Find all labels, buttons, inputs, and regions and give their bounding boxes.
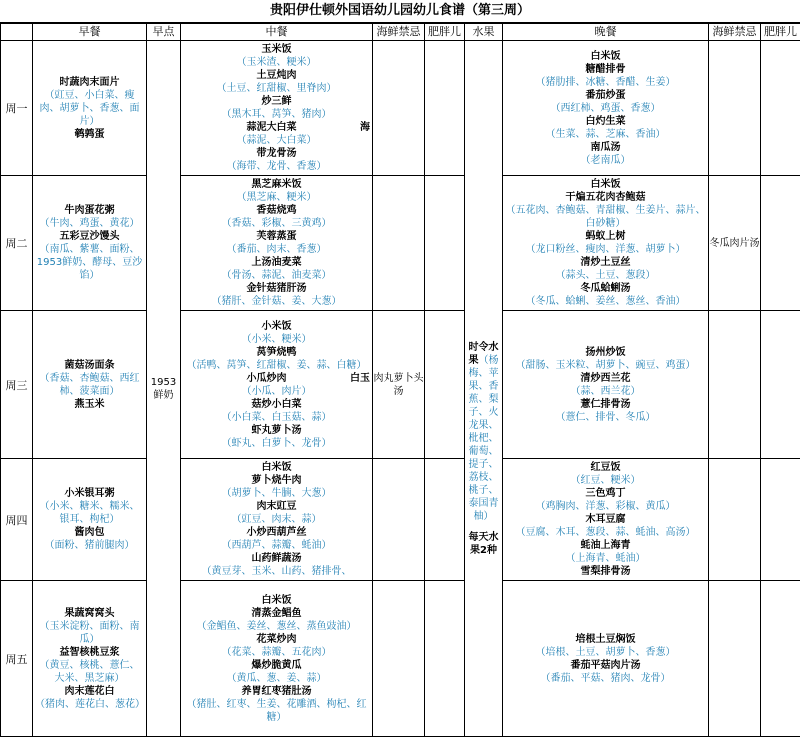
breakfast-cell bbox=[33, 176, 147, 311]
dish-name: 肉末莲花白 bbox=[35, 685, 144, 698]
header-seafood: 海鲜禁忌 bbox=[373, 24, 425, 41]
dish-name: 小瓜炒肉 bbox=[247, 372, 287, 385]
lunch-cell-content bbox=[181, 318, 372, 452]
dish-ingredients: （香菇、杏鲍菇、西红柿、菠菜面） bbox=[35, 372, 144, 398]
day-label: 周三 bbox=[1, 311, 33, 459]
dish-ingredients: （猪肉、莲花白、葱花） bbox=[35, 698, 144, 711]
dish-name: 三色鸡丁 bbox=[505, 487, 706, 500]
dish-name: 白米饭 bbox=[183, 461, 370, 474]
dish-ingredients: （老南瓜） bbox=[505, 154, 706, 167]
snack-cell: 1953鲜奶 bbox=[147, 41, 181, 737]
seafood-dinner-cell bbox=[709, 581, 761, 737]
breakfast-cell-content bbox=[33, 74, 146, 143]
dish-name: 牛肉蛋花粥 bbox=[35, 204, 144, 217]
seafood-lunch-cell bbox=[373, 459, 425, 581]
dish-row bbox=[183, 372, 370, 385]
obese-dinner-cell bbox=[761, 459, 800, 581]
dinner-cell-content bbox=[503, 631, 708, 687]
dish-name: 雪梨排骨汤 bbox=[505, 565, 706, 578]
dish-ingredients: （鸡胸肉、洋葱、彩椒、黄瓜） bbox=[505, 500, 706, 513]
header-obese-dinner: 肥胖儿 bbox=[761, 24, 800, 41]
dish-ingredients: （蒜泥、大白菜） bbox=[183, 134, 370, 147]
day-label: 周四 bbox=[1, 459, 33, 581]
dish-name: 果蔬窝窝头 bbox=[35, 607, 144, 620]
dish-ingredients: （胡萝卜、牛腩、大葱） bbox=[183, 487, 370, 500]
dish-name: 番茄炒蛋 bbox=[505, 89, 706, 102]
header-fruit: 水果 bbox=[465, 24, 503, 41]
dish-name: 上汤油麦菜 bbox=[183, 256, 370, 269]
dish-ingredients: （猪肋排、冰糖、香醋、生姜） bbox=[505, 76, 706, 89]
breakfast-cell bbox=[33, 459, 147, 581]
day-row bbox=[1, 581, 800, 737]
dish-ingredients: （小瓜、肉片） bbox=[183, 385, 370, 398]
dish-name: 清炒土豆丝 bbox=[505, 256, 706, 269]
dish-name: 玉米饭 bbox=[183, 43, 370, 56]
breakfast-cell bbox=[33, 581, 147, 737]
seafood-lunch-cell bbox=[373, 176, 425, 311]
obese-lunch-cell bbox=[425, 459, 465, 581]
dish-ingredients: （黄豆、核桃、薏仁、大米、黑芝麻） bbox=[35, 659, 144, 685]
dish-name: 薏仁排骨汤 bbox=[505, 398, 706, 411]
fruit-name: 时令水果 bbox=[469, 342, 499, 366]
dish-name: 蚂蚁上树 bbox=[505, 230, 706, 243]
seafood-dinner-cell bbox=[709, 311, 761, 459]
dish-ingredients: （番茄、平菇、猪肉、龙骨） bbox=[505, 672, 706, 685]
dish-ingredients: （龙口粉丝、瘦肉、洋葱、胡萝卜） bbox=[505, 243, 706, 256]
seafood-lunch-cell bbox=[373, 41, 425, 176]
dish-ingredients: （甜肠、玉米粒、胡萝卜、豌豆、鸡蛋） bbox=[505, 359, 706, 372]
dish-name: 木耳豆腐 bbox=[505, 513, 706, 526]
seafood-lunch-cell bbox=[373, 581, 425, 737]
dish-ingredients: （豆腐、木耳、葱段、蒜、蚝油、高汤） bbox=[505, 526, 706, 539]
day-row bbox=[1, 41, 800, 176]
dish-ingredients: （冬瓜、蛤蜊、姜丝、葱丝、香油） bbox=[505, 295, 706, 308]
fruit-note: 每天水果2种 bbox=[467, 531, 500, 557]
fruit-cell bbox=[465, 41, 503, 737]
dinner-cell bbox=[503, 581, 709, 737]
dish-name: 糖醋排骨 bbox=[505, 63, 706, 76]
dish-ingredients: （猪肝、金针菇、姜、大葱） bbox=[183, 295, 370, 308]
dish-name: 花菜炒肉 bbox=[183, 633, 370, 646]
dish-ingredients: （南瓜、紫薯、面粉、1953鲜奶、酵母、豆沙馅） bbox=[35, 243, 144, 282]
lunch-cell-content bbox=[181, 41, 372, 175]
dish-ingredients: （小米、糖米、糯米、银耳、枸杞） bbox=[35, 500, 144, 526]
dish-name: 黑芝麻米饭 bbox=[183, 178, 370, 191]
dish-ingredients: （土豆、红甜椒、里脊肉） bbox=[183, 82, 370, 95]
dish-name: 干煸五花肉杏鲍菇 bbox=[505, 191, 706, 204]
obese-dinner-cell bbox=[761, 311, 800, 459]
dish-ingredients: （五花肉、杏鲍菇、青甜椒、生姜片、蒜片、白砂糖） bbox=[505, 204, 706, 230]
dish-side-note: 白玉 bbox=[350, 372, 370, 385]
dish-ingredients: （西葫芦、蒜瓣、蚝油） bbox=[183, 539, 370, 552]
header-seafood-dinner: 海鲜禁忌 bbox=[709, 24, 761, 41]
breakfast-cell-content bbox=[33, 202, 146, 284]
dish-name: 益智核桃豆浆 bbox=[35, 646, 144, 659]
day-row bbox=[1, 459, 800, 581]
dinner-cell bbox=[503, 311, 709, 459]
dish-ingredients: （骨汤、蒜泥、油麦菜） bbox=[183, 269, 370, 282]
header-snack: 早点 bbox=[147, 24, 181, 41]
obese-lunch-cell bbox=[425, 176, 465, 311]
dish-ingredients: （小白菜、白玉菇、蒜） bbox=[183, 411, 370, 424]
dish-ingredients: （红豆、粳米） bbox=[505, 474, 706, 487]
dish-name: 清炒西兰花 bbox=[505, 372, 706, 385]
dish-ingredients: （金鲳鱼、姜丝、葱丝、蒸鱼豉油） bbox=[183, 620, 370, 633]
dish-row bbox=[183, 121, 370, 134]
dish-name: 山药鲜蔬汤 bbox=[183, 552, 370, 565]
header-row bbox=[1, 24, 800, 41]
day-row bbox=[1, 176, 800, 311]
lunch-cell-content bbox=[181, 459, 372, 580]
dish-name: 白灼生菜 bbox=[505, 115, 706, 128]
dish-ingredients: （猪肚、红枣、生姜、花雕酒、枸杞、红糖） bbox=[183, 698, 370, 724]
breakfast-cell-content bbox=[33, 357, 146, 413]
dish-name: 酱肉包 bbox=[35, 526, 144, 539]
dish-ingredients: （薏仁、排骨、冬瓜） bbox=[505, 411, 706, 424]
dish-name: 小米饭 bbox=[183, 320, 370, 333]
obese-dinner-cell bbox=[761, 176, 800, 311]
dish-name: 小米银耳粥 bbox=[35, 487, 144, 500]
day-label: 周一 bbox=[1, 41, 33, 176]
dish-name: 香菇烧鸡 bbox=[183, 204, 370, 217]
dish-ingredients: （蒜头、土豆、葱段） bbox=[505, 269, 706, 282]
dish-ingredients: （培根、土豆、胡萝卜、香葱） bbox=[505, 646, 706, 659]
dish-ingredients: （面粉、猪前腿肉） bbox=[35, 539, 144, 552]
dish-ingredients: （香菇、彩椒、三黄鸡） bbox=[183, 217, 370, 230]
dish-ingredients: （番茄、肉末、香葱） bbox=[183, 243, 370, 256]
dish-name: 时蔬肉末面片 bbox=[35, 76, 144, 89]
dish-ingredients: （海带、龙骨、香葱） bbox=[183, 160, 370, 173]
dinner-cell-content bbox=[503, 176, 708, 310]
dish-name: 肉末豇豆 bbox=[183, 500, 370, 513]
dish-name: 白米饭 bbox=[505, 50, 706, 63]
obese-dinner-cell bbox=[761, 581, 800, 737]
seafood-dinner-cell bbox=[709, 459, 761, 581]
dish-name: 炒三鲜 bbox=[183, 95, 370, 108]
dish-ingredients: （豇豆、小白菜、瘦肉、胡萝卜、香葱、面片） bbox=[35, 89, 144, 128]
dinner-cell bbox=[503, 176, 709, 311]
dinner-cell-content bbox=[503, 48, 708, 169]
dish-name: 爆炒脆黄瓜 bbox=[183, 659, 370, 672]
dish-name: 清蒸金鲳鱼 bbox=[183, 607, 370, 620]
header-corner bbox=[1, 24, 33, 41]
dish-name: 蒜泥大白菜 bbox=[247, 121, 297, 134]
lunch-cell bbox=[181, 581, 373, 737]
dish-name: 培根土豆焖饭 bbox=[505, 633, 706, 646]
fruit-items: （杨梅、苹果、香蕉、梨子、火龙果、枇杷、葡萄、提子、荔枝、桃子、泰国青柚） bbox=[469, 355, 499, 522]
day-label: 周五 bbox=[1, 581, 33, 737]
dish-ingredients: （小米、粳米） bbox=[183, 333, 370, 346]
seafood-dinner-cell bbox=[709, 41, 761, 176]
dish-name: 小炒西葫芦丝 bbox=[183, 526, 370, 539]
obese-lunch-cell bbox=[425, 581, 465, 737]
day-label: 周二 bbox=[1, 176, 33, 311]
lunch-cell bbox=[181, 311, 373, 459]
lunch-cell bbox=[181, 41, 373, 176]
dinner-cell-content bbox=[503, 344, 708, 426]
dish-name: 带龙骨汤 bbox=[183, 147, 370, 160]
dish-name: 番茄平菇肉片汤 bbox=[505, 659, 706, 672]
dish-name: 土豆炖肉 bbox=[183, 69, 370, 82]
dish-ingredients: （玉米淀粉、面粉、南瓜） bbox=[35, 620, 144, 646]
breakfast-cell bbox=[33, 311, 147, 459]
dish-name: 白米饭 bbox=[183, 594, 370, 607]
dish-ingredients: （虾丸、白萝卜、龙骨） bbox=[183, 437, 370, 450]
menu-table bbox=[0, 23, 800, 737]
dish-ingredients: （生菜、蒜、芝麻、香油） bbox=[505, 128, 706, 141]
dish-name: 虾丸萝卜汤 bbox=[183, 424, 370, 437]
dish-name: 萝卜烧牛肉 bbox=[183, 474, 370, 487]
dish-name: 金针菇猪肝汤 bbox=[183, 282, 370, 295]
dish-name: 菇炒小白菜 bbox=[183, 398, 370, 411]
lunch-cell-content bbox=[181, 176, 372, 310]
dish-ingredients: （黑芝麻、粳米） bbox=[183, 191, 370, 204]
lunch-cell bbox=[181, 176, 373, 311]
dinner-cell bbox=[503, 459, 709, 581]
dish-name: 燕玉米 bbox=[35, 398, 144, 411]
lunch-cell-content bbox=[181, 592, 372, 726]
dish-ingredients: （西红柿、鸡蛋、香葱） bbox=[505, 102, 706, 115]
header-breakfast: 早餐 bbox=[33, 24, 147, 41]
header-lunch: 中餐 bbox=[181, 24, 373, 41]
dish-name: 扬州炒饭 bbox=[505, 346, 706, 359]
lunch-cell bbox=[181, 459, 373, 581]
breakfast-cell-content bbox=[33, 605, 146, 713]
dish-ingredients: （黄瓜、葱、姜、蒜） bbox=[183, 672, 370, 685]
breakfast-cell-content bbox=[33, 485, 146, 554]
dish-ingredients: （上海青、蚝油） bbox=[505, 552, 706, 565]
dish-name: 鹌鹑蛋 bbox=[35, 128, 144, 141]
obese-lunch-cell bbox=[425, 311, 465, 459]
dish-name: 白米饭 bbox=[505, 178, 706, 191]
dish-name: 蚝油上海青 bbox=[505, 539, 706, 552]
dish-name: 南瓜汤 bbox=[505, 141, 706, 154]
dish-ingredients: （活鸭、莴笋、红甜椒、姜、蒜、白糖） bbox=[183, 359, 370, 372]
dish-name: 五彩豆沙馒头 bbox=[35, 230, 144, 243]
obese-lunch-cell bbox=[425, 41, 465, 176]
dish-name: 芙蓉蒸蛋 bbox=[183, 230, 370, 243]
dish-name: 菌菇汤面条 bbox=[35, 359, 144, 372]
dish-ingredients: （黑木耳、莴笋、猪肉） bbox=[183, 108, 370, 121]
dish-name: 冬瓜蛤蜊汤 bbox=[505, 282, 706, 295]
dish-name: 养胃红枣猪肚汤 bbox=[183, 685, 370, 698]
fruit-content bbox=[467, 341, 500, 557]
dinner-cell-content bbox=[503, 459, 708, 580]
dish-ingredients: （蒜、西兰花） bbox=[505, 385, 706, 398]
dish-ingredients: （花菜、蒜瓣、五花肉） bbox=[183, 646, 370, 659]
header-dinner: 晚餐 bbox=[503, 24, 709, 41]
header-obese: 肥胖儿 bbox=[425, 24, 465, 41]
dish-ingredients: （牛肉、鸡蛋、黄花） bbox=[35, 217, 144, 230]
dish-ingredients: （玉米渣、粳米） bbox=[183, 56, 370, 69]
dish-ingredients: （黄豆芽、玉米、山药、猪排骨、 bbox=[183, 565, 370, 578]
seafood-lunch-cell: 肉丸萝卜头汤 bbox=[373, 311, 425, 459]
dish-ingredients: （豇豆、肉末、蒜） bbox=[183, 513, 370, 526]
dish-name: 莴笋烧鸭 bbox=[183, 346, 370, 359]
fruit-gap bbox=[467, 523, 500, 531]
seafood-dinner-cell: 冬瓜肉片汤 bbox=[709, 176, 761, 311]
day-row bbox=[1, 311, 800, 459]
obese-dinner-cell bbox=[761, 41, 800, 176]
breakfast-cell bbox=[33, 41, 147, 176]
dish-name: 红豆饭 bbox=[505, 461, 706, 474]
page-title: 贵阳伊仕顿外国语幼儿园幼儿食谱（第三周） bbox=[0, 0, 800, 23]
dish-side-note: 海 bbox=[360, 121, 370, 134]
dinner-cell bbox=[503, 41, 709, 176]
